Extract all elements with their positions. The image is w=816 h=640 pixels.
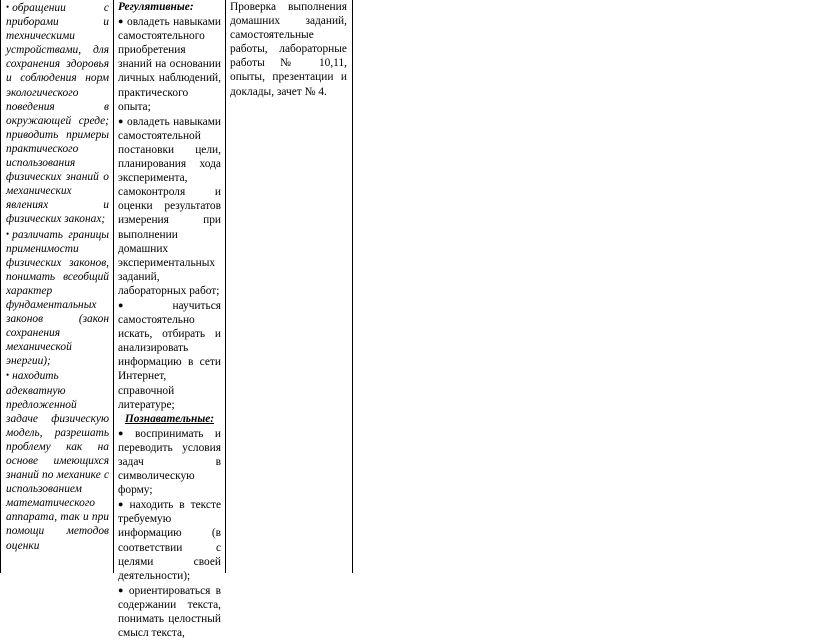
cognitive-item: ● ориентироваться в содержании текста, понимать целостный смысл текста, (118, 584, 221, 640)
bullet-icon: ● (118, 299, 170, 310)
table-border-col1 (113, 0, 114, 573)
bullet-icon: ● (118, 499, 127, 510)
bullet-icon: ● (118, 427, 133, 438)
cognitive-item: ● находить в тексте требуемую информацию (в соответствии с целями своей деятельности); (118, 499, 221, 582)
regulative-item: ● овладеть навыками самостоятельной постановки цели, планирования хода эксперимента, самоконтроля и оценки результатов измерения при выполнении домашних экспериментальных заданий, лабораторных работ; (118, 115, 221, 297)
skills-column (118, 0, 221, 640)
table-border-col3 (352, 0, 353, 573)
outcome-item: • находить адекватную предложенной задаче физическую модель, разрешать проблему как на основе имеющихся знаний по механике с использованием математического аппарата, так и при помощи методов оценки (6, 370, 109, 552)
table-border-left (0, 0, 1, 573)
learning-outcomes-column (6, 0, 109, 553)
bullet-icon: ● (118, 584, 126, 595)
bullet-icon: • (6, 370, 10, 381)
table-border-col2 (225, 0, 226, 573)
bullet-icon: ● (118, 16, 124, 27)
assessment-column (230, 0, 347, 99)
assessment-text: Проверка выполнения домашних заданий, самостоятельные работы, лабораторные работы № 10,11, опыты, презентации и доклады, зачет № 4. (230, 1, 347, 98)
regulative-item: ● научиться самостоятельно искать, отбирать и анализировать информацию в сети Интернет, справочной литературе; (118, 299, 221, 411)
outcome-item: • различать границы применимости физических законов, понимать всеобщий характер фундаментальных законов (закон сохранения механической энергии); (6, 228, 109, 368)
cognitive-item: ● воспринимать и переводить условия задач в символическую форму; (118, 427, 222, 497)
bullet-icon: • (6, 228, 10, 239)
regulative-heading: Регулятивные: (118, 1, 194, 13)
bullet-icon: • (6, 2, 10, 12)
outcome-item: • обращении с приборами и техническими устройствами, для сохранения здоровья и соблюдения норм экологического поведения в окружающей среде; приводить примеры практического использования физических знаний о механических явлениях и физических законах; (6, 2, 109, 226)
bullet-icon: ● (118, 115, 124, 126)
regulative-item: ● овладеть навыками самостоятельного приобретения знаний на основании личных наблюдений, практического опыта; (118, 16, 221, 113)
cognitive-heading: Познавательные: (124, 412, 215, 425)
